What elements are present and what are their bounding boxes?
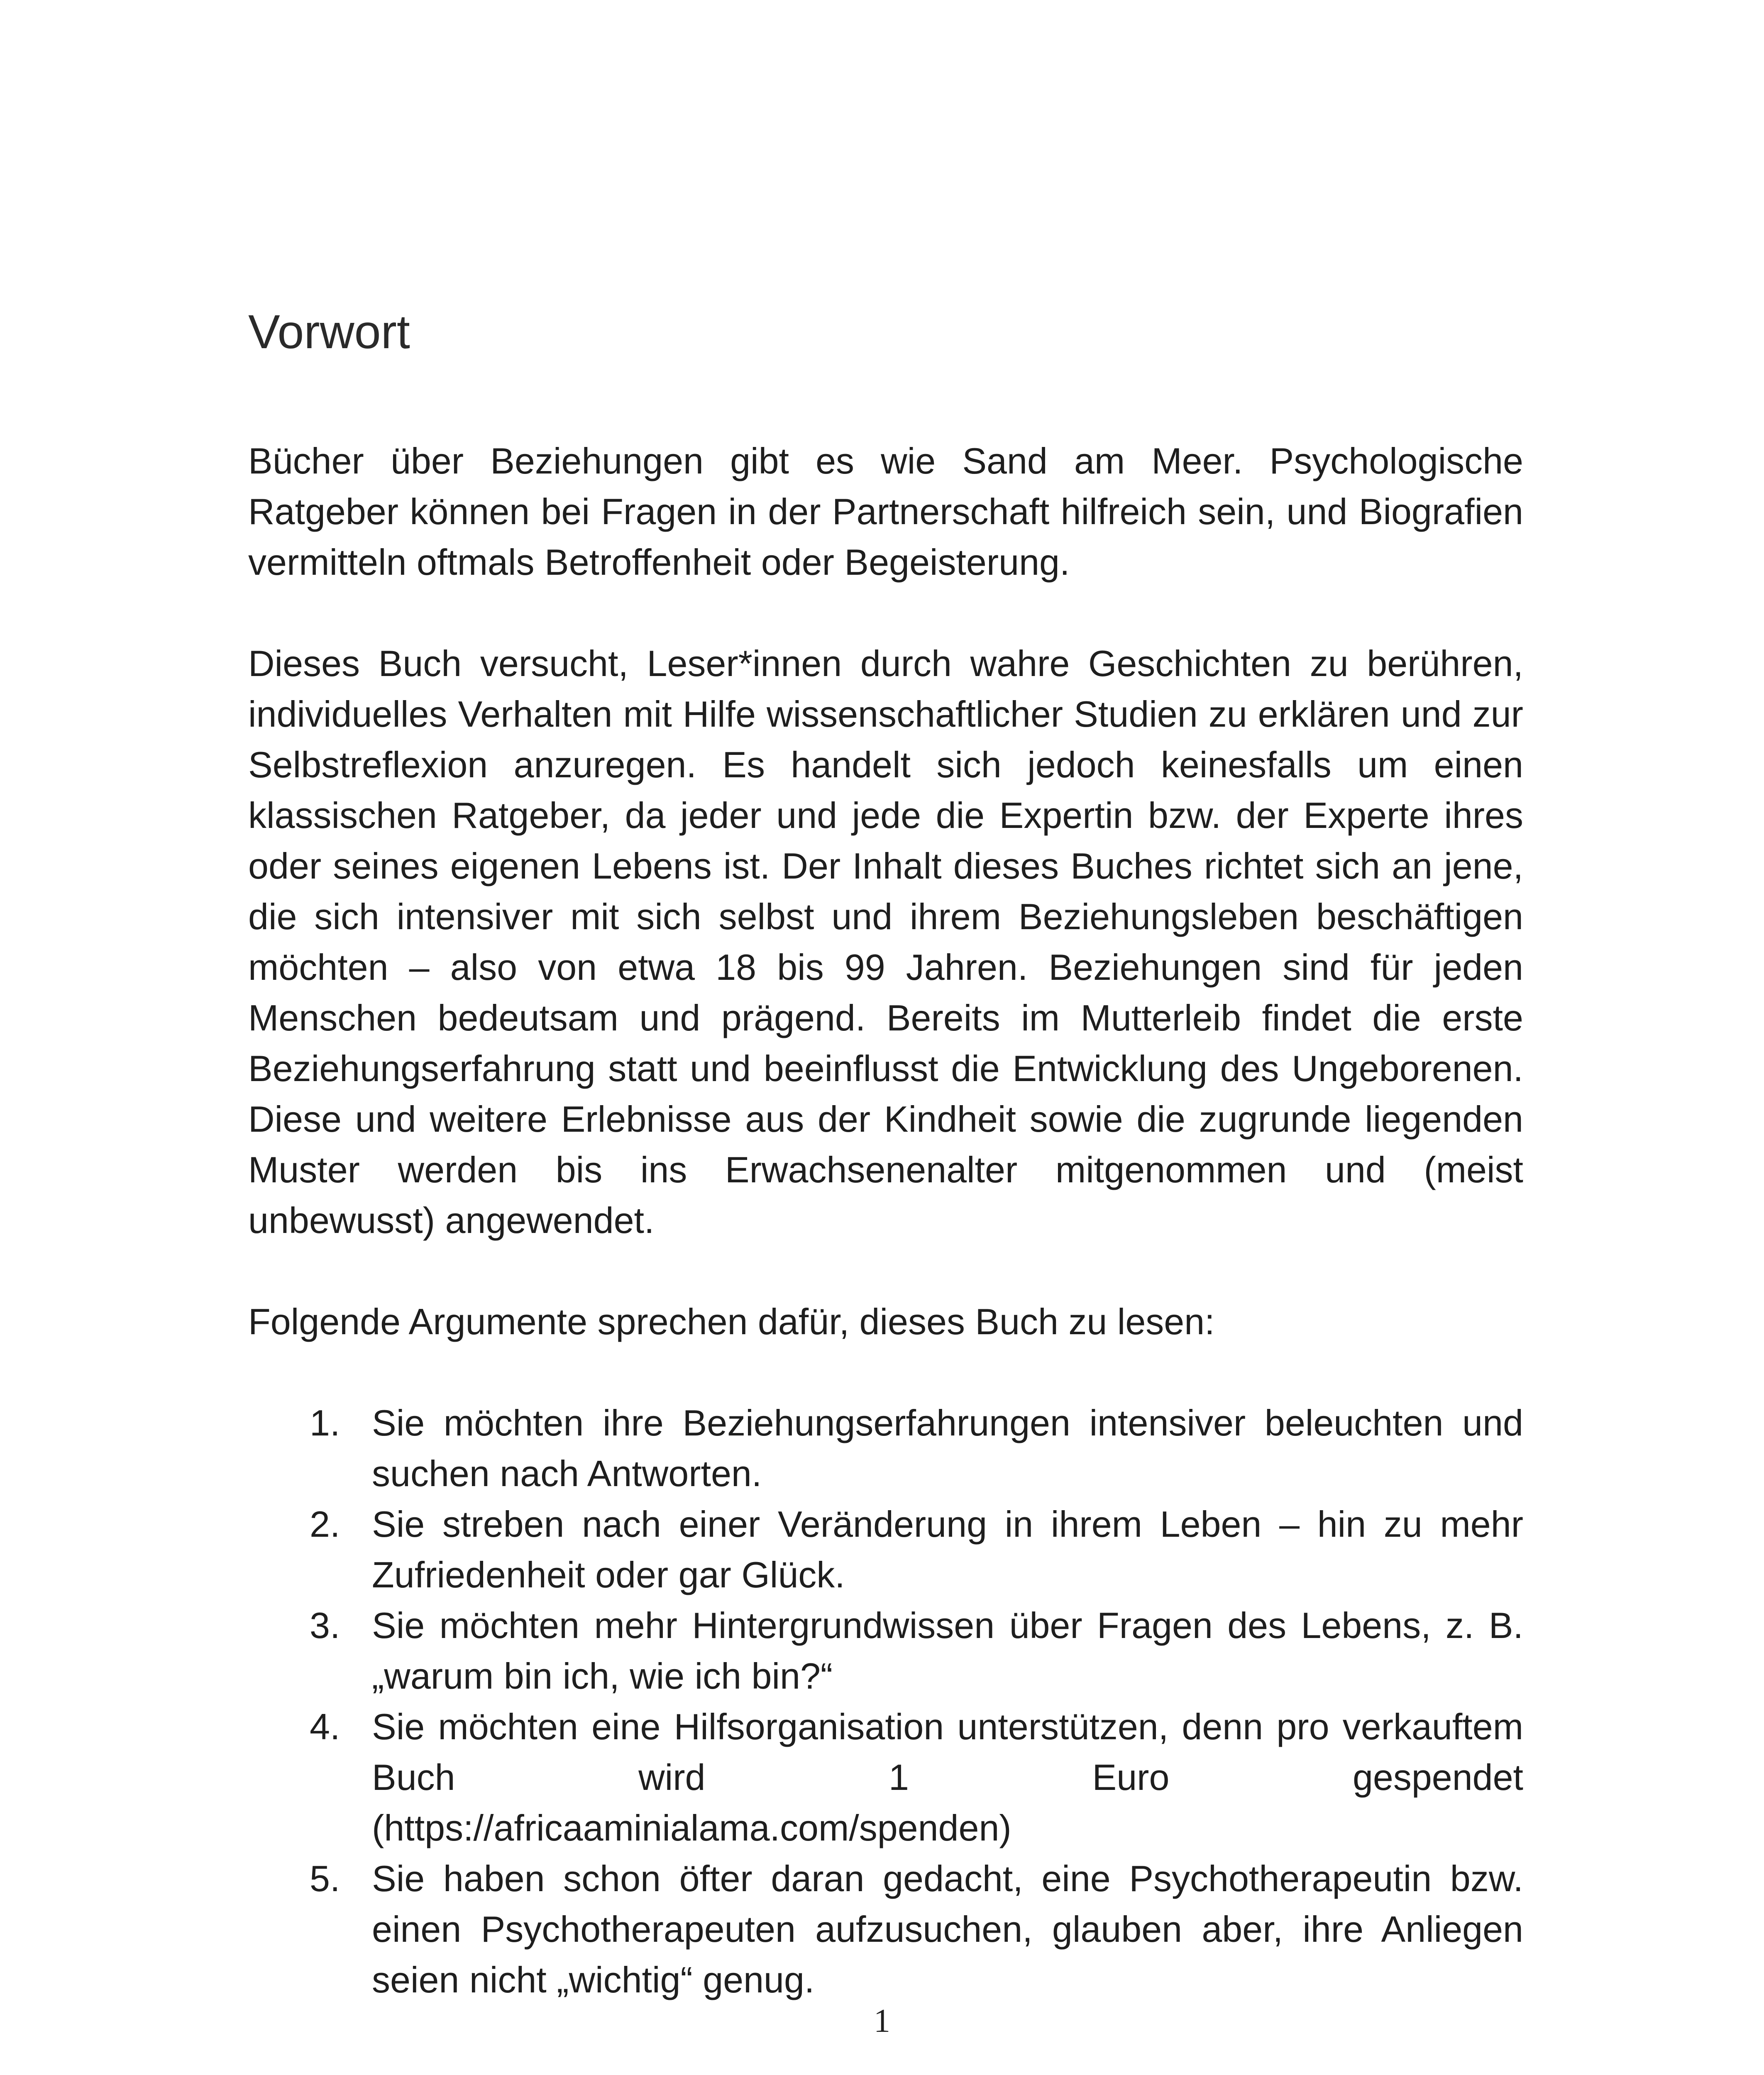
list-item-number: 5.	[310, 1858, 340, 1899]
donation-url: (https://africaaminialama.com/spenden)	[372, 1807, 1011, 1848]
page-number: 1	[874, 2003, 890, 2039]
list-item-number: 1.	[310, 1402, 340, 1443]
list-item-text: Sie streben nach einer Veränderung in ihrem Leben – hin zu mehr Zufriedenheit oder gar Glück.	[372, 1504, 1523, 1595]
list-item	[248, 1600, 1523, 1702]
argument-list	[248, 1398, 1523, 2005]
list-item-number: 4.	[310, 1706, 340, 1747]
page-content	[248, 299, 1523, 2005]
body-paragraph: Dieses Buch versucht, Leser*innen durch wahre Geschichten zu berühren, individuelles Verhalten mit Hilfe wissenschaftlicher Studien zu erklären und zur Selbstreflexion anzuregen. Es handelt sich jedoch keinesfalls um einen klassischen Ratgeber, da jeder und jede die Expertin bzw. der Experte ihres oder seines eigenen Lebens ist. Der Inhalt dieses Buches richtet sich an jene, die sich intensiver mit sich selbst und ihrem Beziehungsleben beschäftigen möchten – also von etwa 18 bis 99 Jahren. Beziehungen sind für jeden Menschen bedeutsam und prägend. Bereits im Mutterleib findet die erste Beziehungserfahrung statt und beeinflusst die Entwicklung des Ungeborenen. Diese und weitere Erlebnisse aus der Kindheit sowie die zugrunde liegenden Muster werden bis ins Erwachsenenalter mitgenommen und (meist unbewusst) angewendet.	[248, 643, 1523, 1241]
list-item	[248, 1702, 1523, 1853]
list-item-text: Sie möchten mehr Hintergrundwissen über Fragen des Lebens, z. B. „warum bin ich, wie ich bin?“	[372, 1605, 1523, 1697]
list-intro-paragraph: Folgende Argumente sprechen dafür, dieses Buch zu lesen:	[248, 1301, 1215, 1342]
list-item	[248, 1398, 1523, 1499]
chapter-heading: Vorwort	[248, 305, 410, 359]
list-item	[248, 1853, 1523, 2005]
list-item-number: 2.	[310, 1504, 340, 1545]
intro-paragraph: Bücher über Beziehungen gibt es wie Sand am Meer. Psychologische Ratgeber können bei Fragen in der Partnerschaft hilfreich sein, und Biografien vermitteln oftmals Betroffenheit oder Begeisterung.	[248, 440, 1523, 583]
list-item	[248, 1499, 1523, 1600]
list-item-text: Sie haben schon öfter daran gedacht, eine Psychotherapeutin bzw. einen Psychotherapeuten aufzusuchen, glauben aber, ihre Anliegen seien nicht „wichtig“ genug.	[372, 1858, 1523, 2000]
list-item-text: Sie möchten ihre Beziehungserfahrungen intensiver beleuchten und suchen nach Antworten.	[372, 1402, 1523, 1494]
list-item-number: 3.	[310, 1605, 340, 1646]
list-item-text: Sie möchten eine Hilfsorganisation unterstützen, denn pro verkauftem Buch wird 1 Euro gespendet	[372, 1706, 1523, 1798]
